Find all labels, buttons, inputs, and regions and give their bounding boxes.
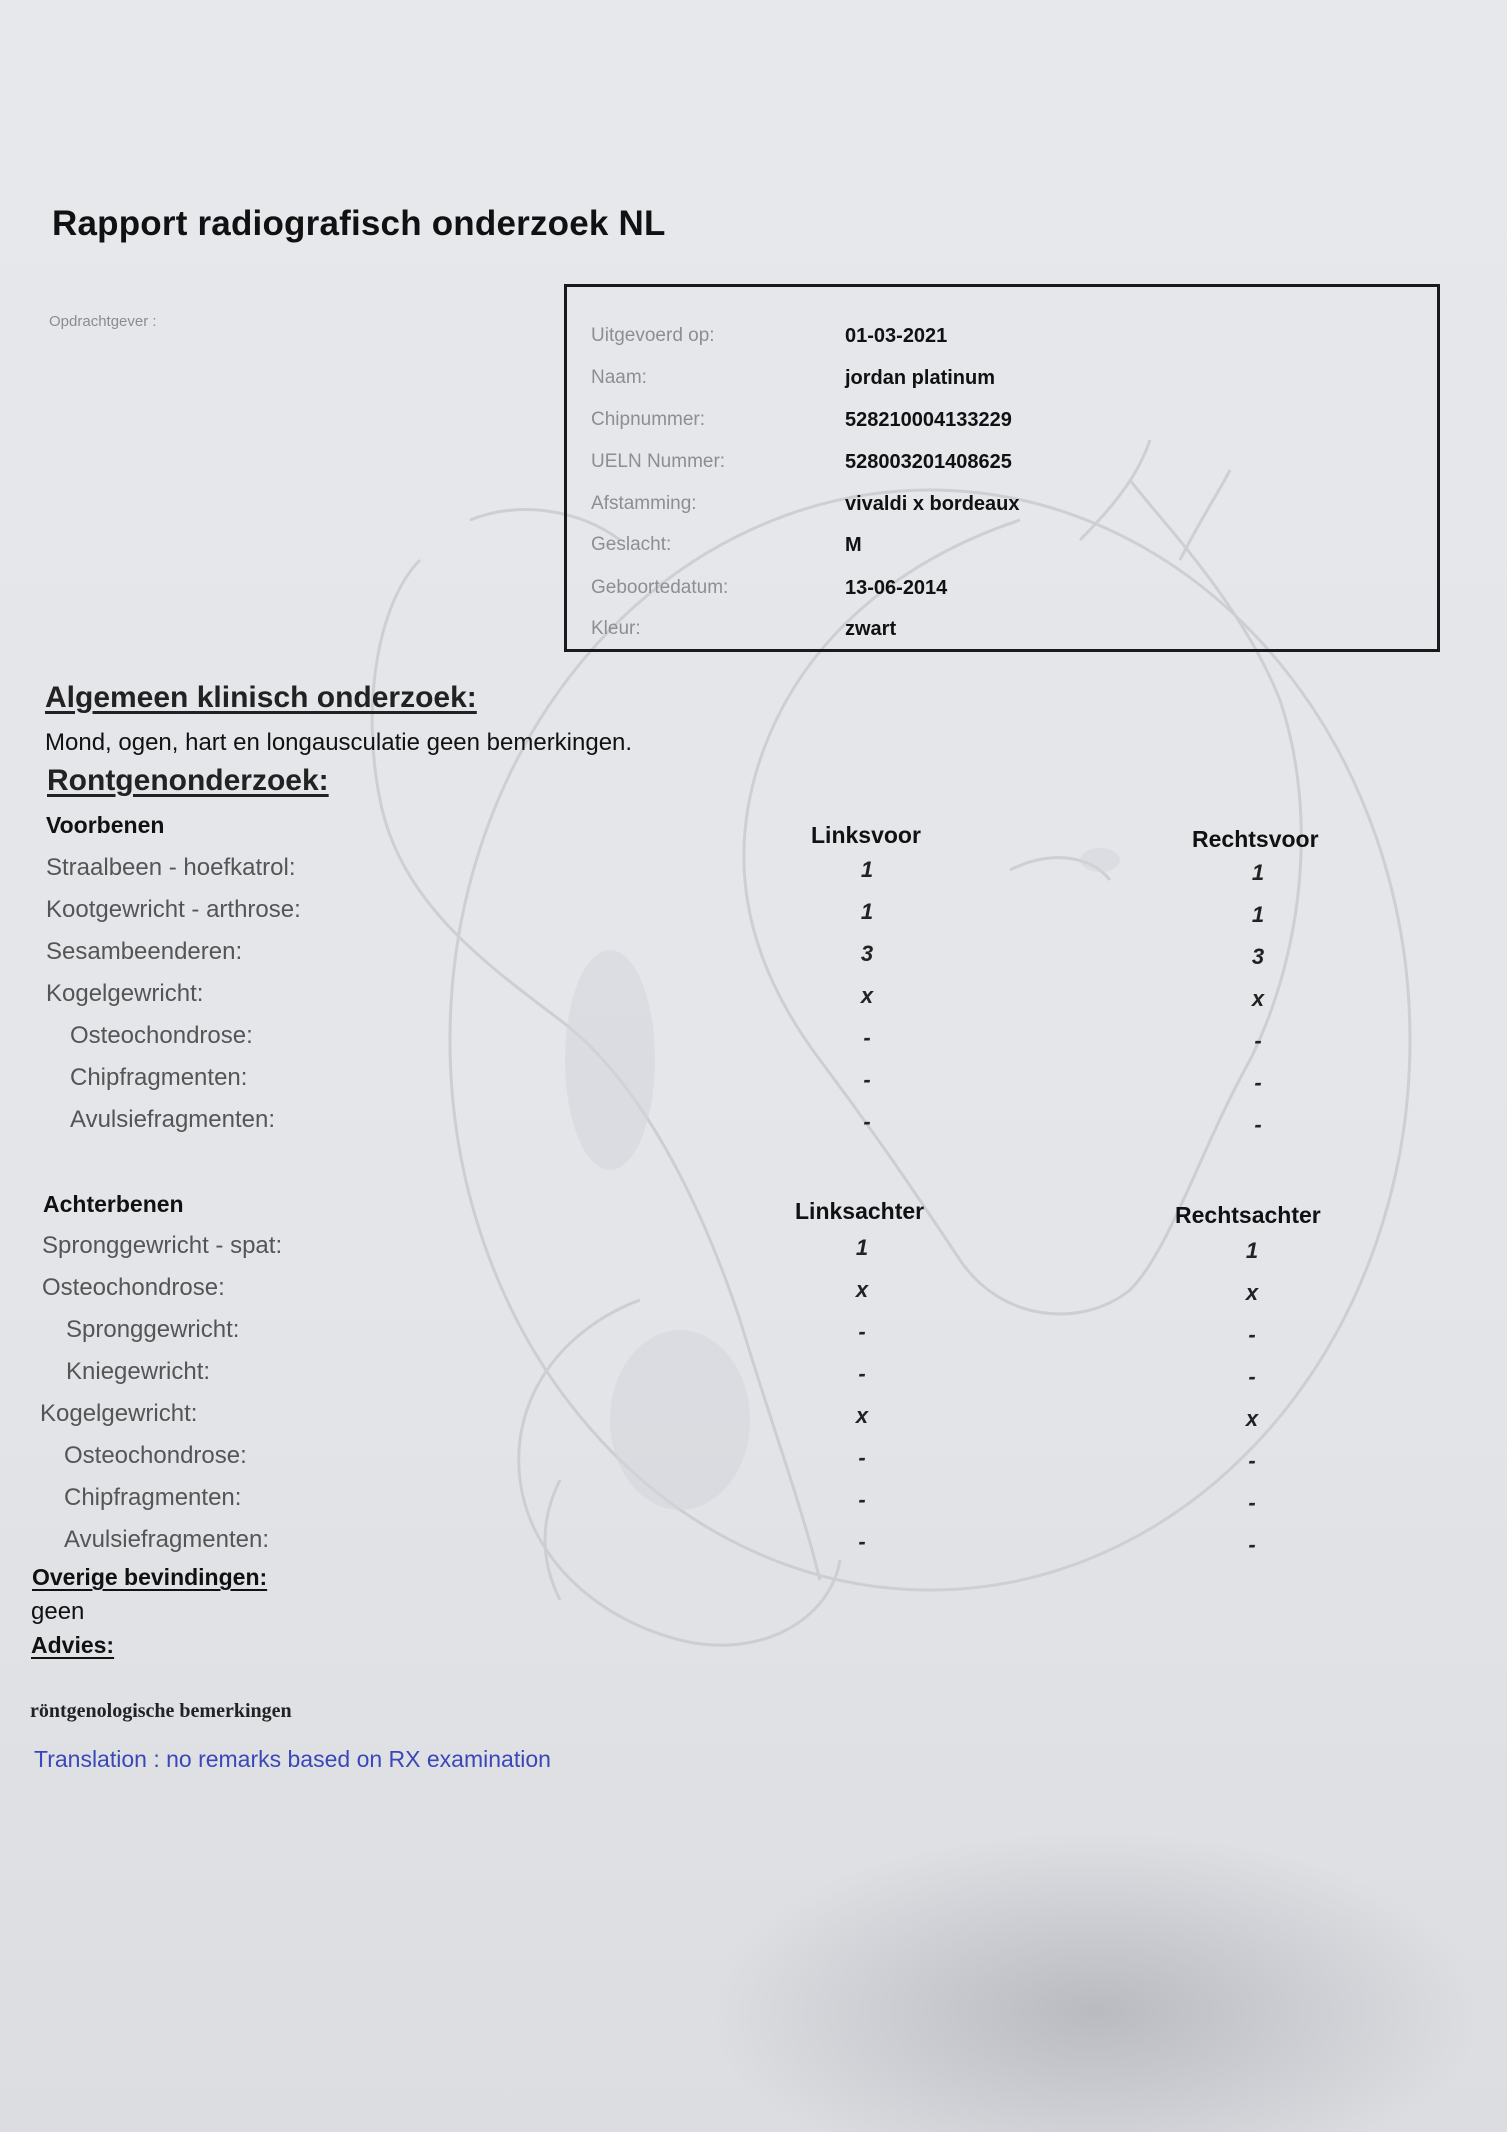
exam-row-label: Osteochondrose: <box>42 1274 225 1301</box>
other-findings-heading: Overige bevindingen: <box>32 1564 268 1590</box>
exam-row-label: Chipfragmenten: <box>70 1064 248 1091</box>
report-title: Rapport radiografisch onderzoek NL <box>52 204 666 243</box>
exam-value-right: 1 <box>1251 902 1265 927</box>
advice-heading: Advies: <box>31 1632 115 1658</box>
exam-value-left: - <box>863 1109 871 1134</box>
exam-value-right: - <box>1248 1364 1256 1389</box>
exam-row-label: Straalbeen - hoefkatrol: <box>46 854 296 881</box>
info-row <box>567 325 1437 365</box>
col-left-front: Linksvoor <box>811 822 921 848</box>
info-label: Afstamming: <box>591 493 697 514</box>
exam-value-right: 1 <box>1245 1238 1259 1263</box>
photo-shadow <box>705 1830 1485 2132</box>
info-label: Naam: <box>591 367 647 388</box>
exam-value-right: x <box>1245 1406 1259 1431</box>
exam-value-left: 1 <box>860 857 874 882</box>
exam-value-left: 1 <box>855 1235 869 1260</box>
exam-value-left: - <box>858 1361 866 1386</box>
info-row <box>567 493 1437 533</box>
exam-value-left: - <box>858 1319 866 1344</box>
info-value: zwart <box>845 618 897 640</box>
exam-row-label: Spronggewricht - spat: <box>42 1232 283 1259</box>
exam-row-label: Osteochondrose: <box>64 1442 247 1469</box>
info-value: jordan platinum <box>845 367 995 389</box>
info-label: UELN Nummer: <box>591 451 726 472</box>
exam-value-right: x <box>1245 1280 1259 1305</box>
exam-value-left: x <box>855 1403 869 1428</box>
exam-row-label: Kniegewricht: <box>66 1358 211 1385</box>
exam-value-right: - <box>1254 1070 1262 1095</box>
exam-value-left: - <box>858 1529 866 1554</box>
col-left-hind: Linksachter <box>795 1198 925 1224</box>
exam-value-right: - <box>1248 1322 1256 1347</box>
info-value: 13-06-2014 <box>845 577 948 599</box>
exam-value-right: - <box>1248 1532 1256 1557</box>
exam-value-right: - <box>1248 1490 1256 1515</box>
info-row <box>567 367 1437 407</box>
advice-text: röntgenologische bemerkingen <box>30 1700 292 1722</box>
translation-note: Translation : no remarks based on RX examination <box>34 1746 551 1772</box>
exam-row-label: Kootgewricht - arthrose: <box>46 896 301 923</box>
exam-value-left: - <box>858 1487 866 1512</box>
front-legs-heading: Voorbenen <box>46 812 165 838</box>
exam-value-right: - <box>1254 1112 1262 1137</box>
client-label: Opdrachtgever : <box>49 313 157 330</box>
other-findings-text: geen <box>31 1598 85 1625</box>
exam-value-left: - <box>863 1067 871 1092</box>
exam-value-left: 3 <box>860 941 874 966</box>
info-row <box>567 534 1437 574</box>
info-value: 528003201408625 <box>845 451 1012 473</box>
clinical-text: Mond, ogen, hart en longausculatie geen bemerkingen. <box>45 729 633 756</box>
exam-value-left: x <box>855 1277 869 1302</box>
exam-value-right: x <box>1251 986 1265 1011</box>
exam-row-label: Spronggewricht: <box>66 1316 240 1343</box>
exam-value-right: 1 <box>1251 860 1265 885</box>
info-label: Chipnummer: <box>591 409 706 430</box>
col-right-front: Rechtsvoor <box>1192 826 1319 852</box>
exam-value-right: - <box>1254 1028 1262 1053</box>
exam-row-label: Chipfragmenten: <box>64 1484 242 1511</box>
exam-row-label: Sesambeenderen: <box>46 938 243 965</box>
exam-row-label: Kogelgewricht: <box>40 1400 198 1427</box>
info-value: 01-03-2021 <box>845 325 948 347</box>
exam-row-label: Avulsiefragmenten: <box>64 1526 270 1553</box>
exam-row-label: Kogelgewricht: <box>46 980 204 1007</box>
exam-value-left: - <box>858 1445 866 1470</box>
exam-value-left: - <box>863 1025 871 1050</box>
info-row <box>567 577 1437 617</box>
xray-heading: Rontgenonderzoek: <box>47 764 329 797</box>
horse-info-box <box>564 284 1440 652</box>
info-row <box>567 451 1437 491</box>
info-value: vivaldi x bordeaux <box>845 493 1020 515</box>
exam-value-left: 1 <box>860 899 874 924</box>
info-label: Geboortedatum: <box>591 577 729 598</box>
exam-value-right: 3 <box>1251 944 1265 969</box>
col-right-hind: Rechtsachter <box>1175 1202 1321 1228</box>
exam-row-label: Osteochondrose: <box>70 1022 253 1049</box>
exam-value-right: - <box>1248 1448 1256 1473</box>
info-label: Kleur: <box>591 618 641 639</box>
exam-row-label: Avulsiefragmenten: <box>70 1106 276 1133</box>
info-row <box>567 409 1437 449</box>
info-value: M <box>845 534 862 556</box>
clinical-heading: Algemeen klinisch onderzoek: <box>45 681 477 714</box>
info-value: 528210004133229 <box>845 409 1012 431</box>
info-row <box>567 618 1437 658</box>
exam-value-left: x <box>860 983 874 1008</box>
info-label: Geslacht: <box>591 534 672 555</box>
hind-legs-heading: Achterbenen <box>43 1191 184 1217</box>
info-label: Uitgevoerd op: <box>591 325 715 346</box>
